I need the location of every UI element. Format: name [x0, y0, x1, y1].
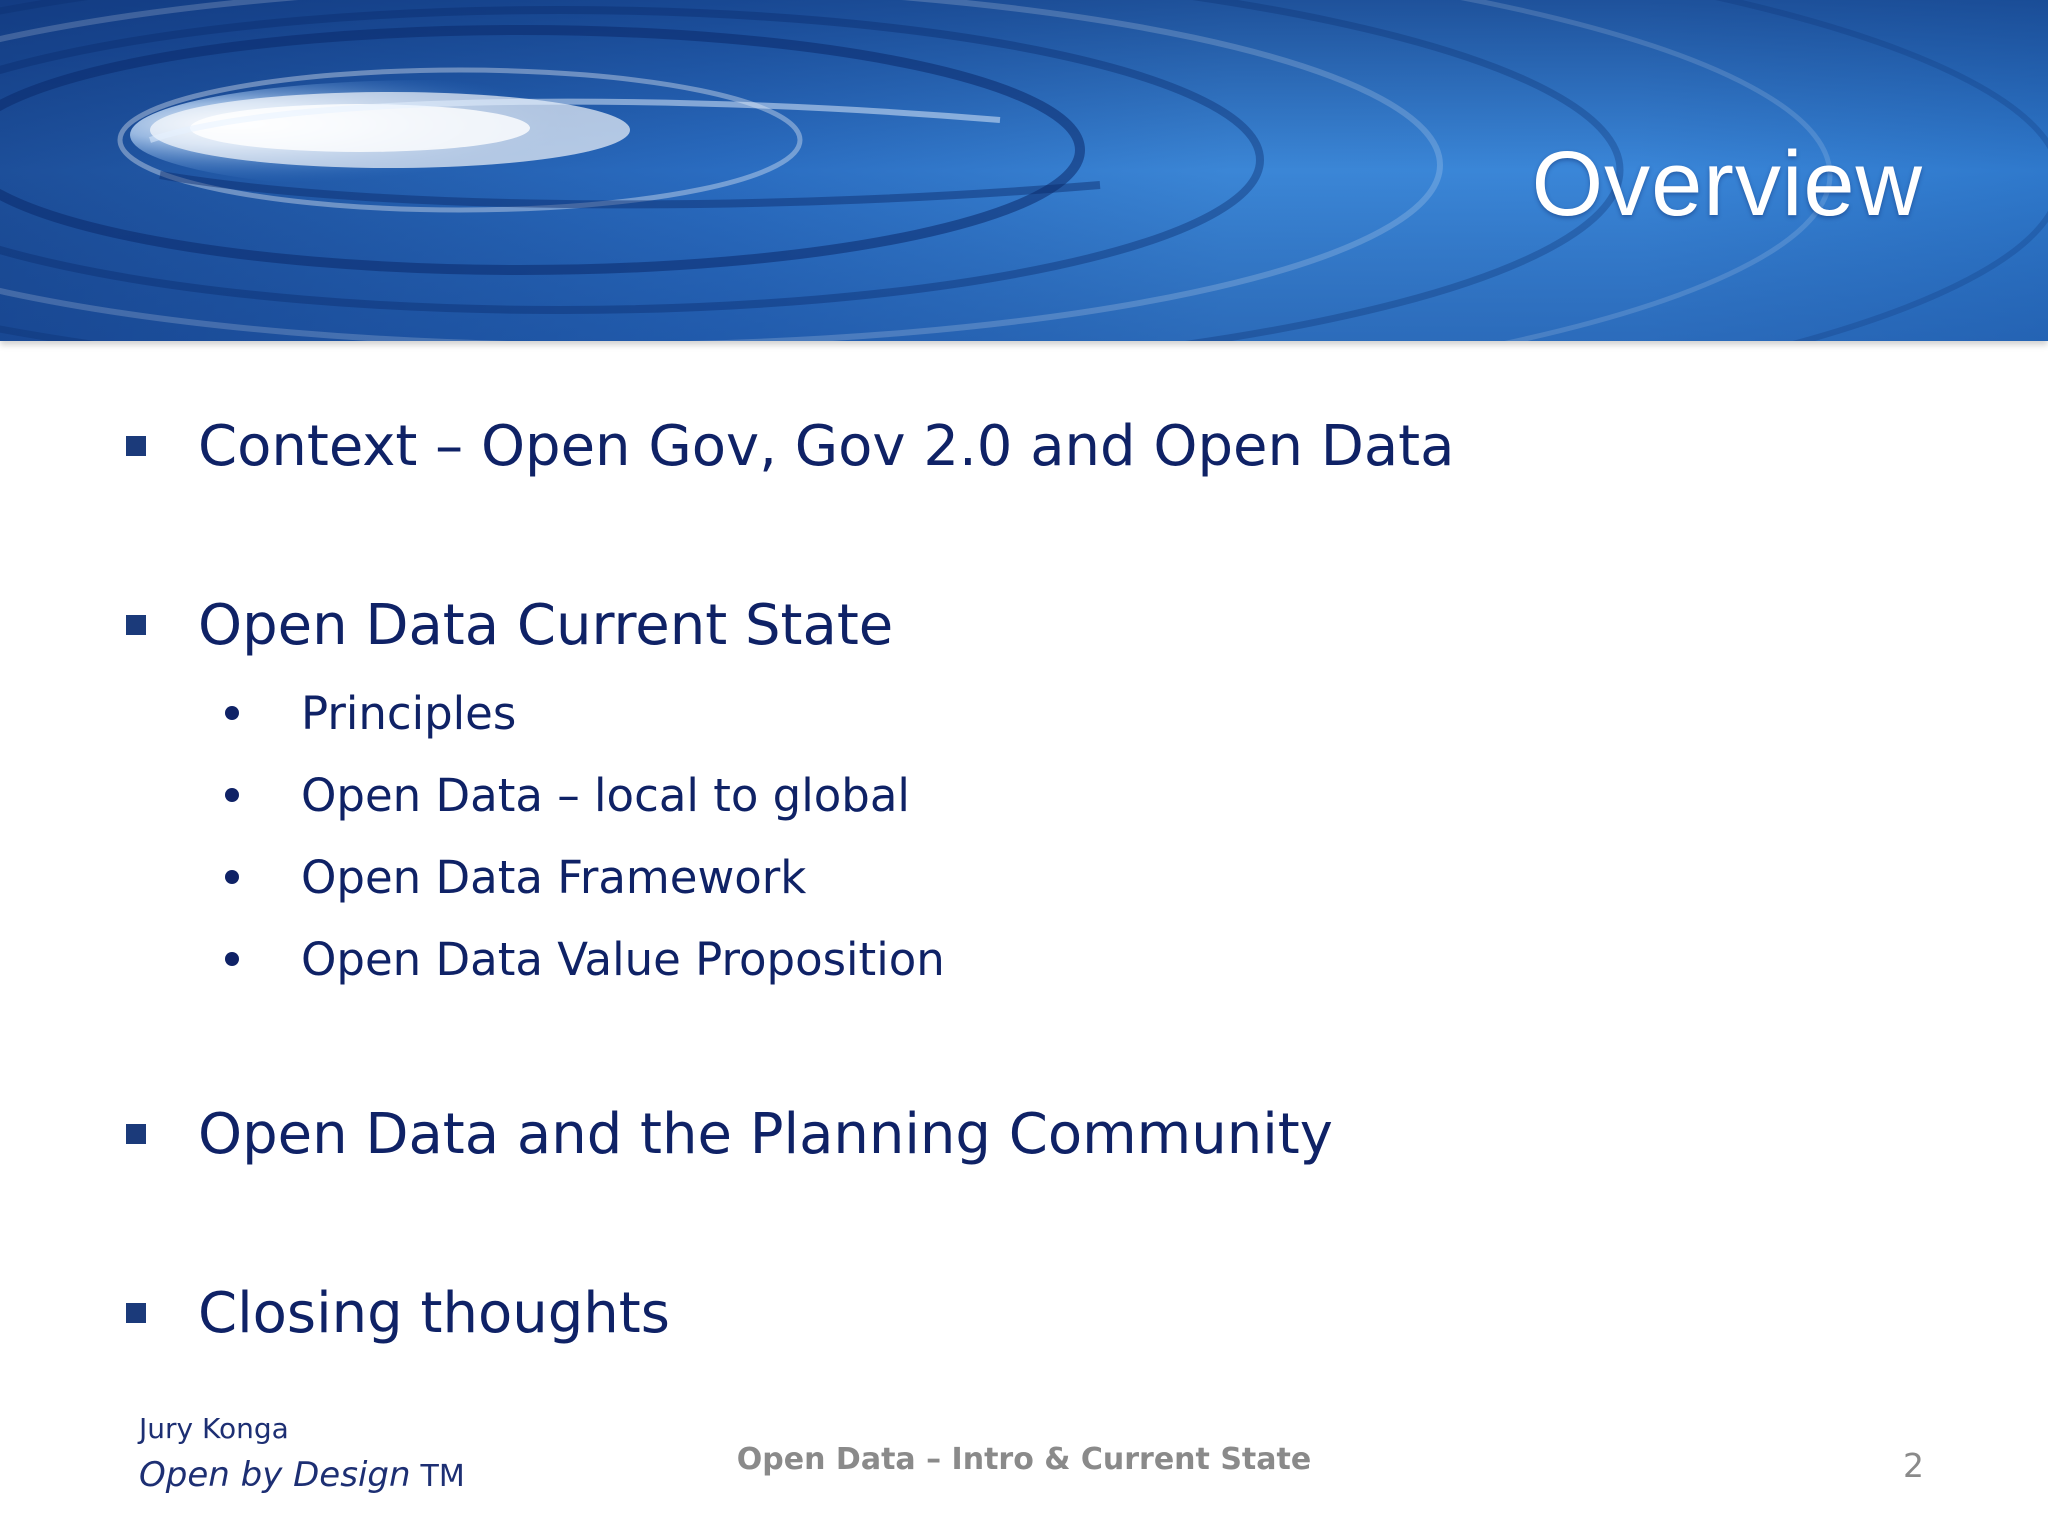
sub-bullet-text: Open Data Framework	[301, 850, 807, 904]
bullet-item	[126, 1273, 670, 1353]
round-bullet-icon	[225, 952, 239, 966]
trademark-symbol: TM	[420, 1459, 465, 1494]
sub-bullet-text: Open Data Value Proposition	[301, 932, 945, 986]
page-number: 2	[1903, 1446, 1924, 1485]
sub-bullet-item	[225, 847, 806, 907]
bullet-item	[126, 406, 1454, 486]
sub-bullet-item	[225, 765, 910, 825]
square-bullet-icon	[126, 615, 146, 635]
slide-title: Overview	[1531, 133, 1923, 235]
round-bullet-icon	[225, 706, 239, 720]
bullet-text: Open Data Current State	[198, 592, 894, 658]
footer-presentation-title: Open Data – Intro & Current State	[736, 1442, 1312, 1477]
square-bullet-icon	[126, 1303, 146, 1323]
bullet-text: Closing thoughts	[198, 1280, 670, 1346]
sub-bullet-text: Open Data – local to global	[301, 768, 910, 822]
square-bullet-icon	[126, 436, 146, 456]
bullet-text: Open Data and the Planning Community	[198, 1101, 1333, 1167]
round-bullet-icon	[225, 788, 239, 802]
bullet-text: Context – Open Gov, Gov 2.0 and Open Data	[198, 413, 1455, 479]
bullet-item	[126, 1094, 1333, 1174]
sub-bullet-item	[225, 929, 945, 989]
bullet-item	[126, 585, 893, 665]
sub-bullet-item	[225, 683, 516, 743]
sub-bullet-text: Principles	[301, 686, 517, 740]
footer-author: Jury Konga	[139, 1412, 289, 1445]
square-bullet-icon	[126, 1124, 146, 1144]
round-bullet-icon	[225, 870, 239, 884]
footer-brand-name: Open by Design	[139, 1455, 411, 1495]
